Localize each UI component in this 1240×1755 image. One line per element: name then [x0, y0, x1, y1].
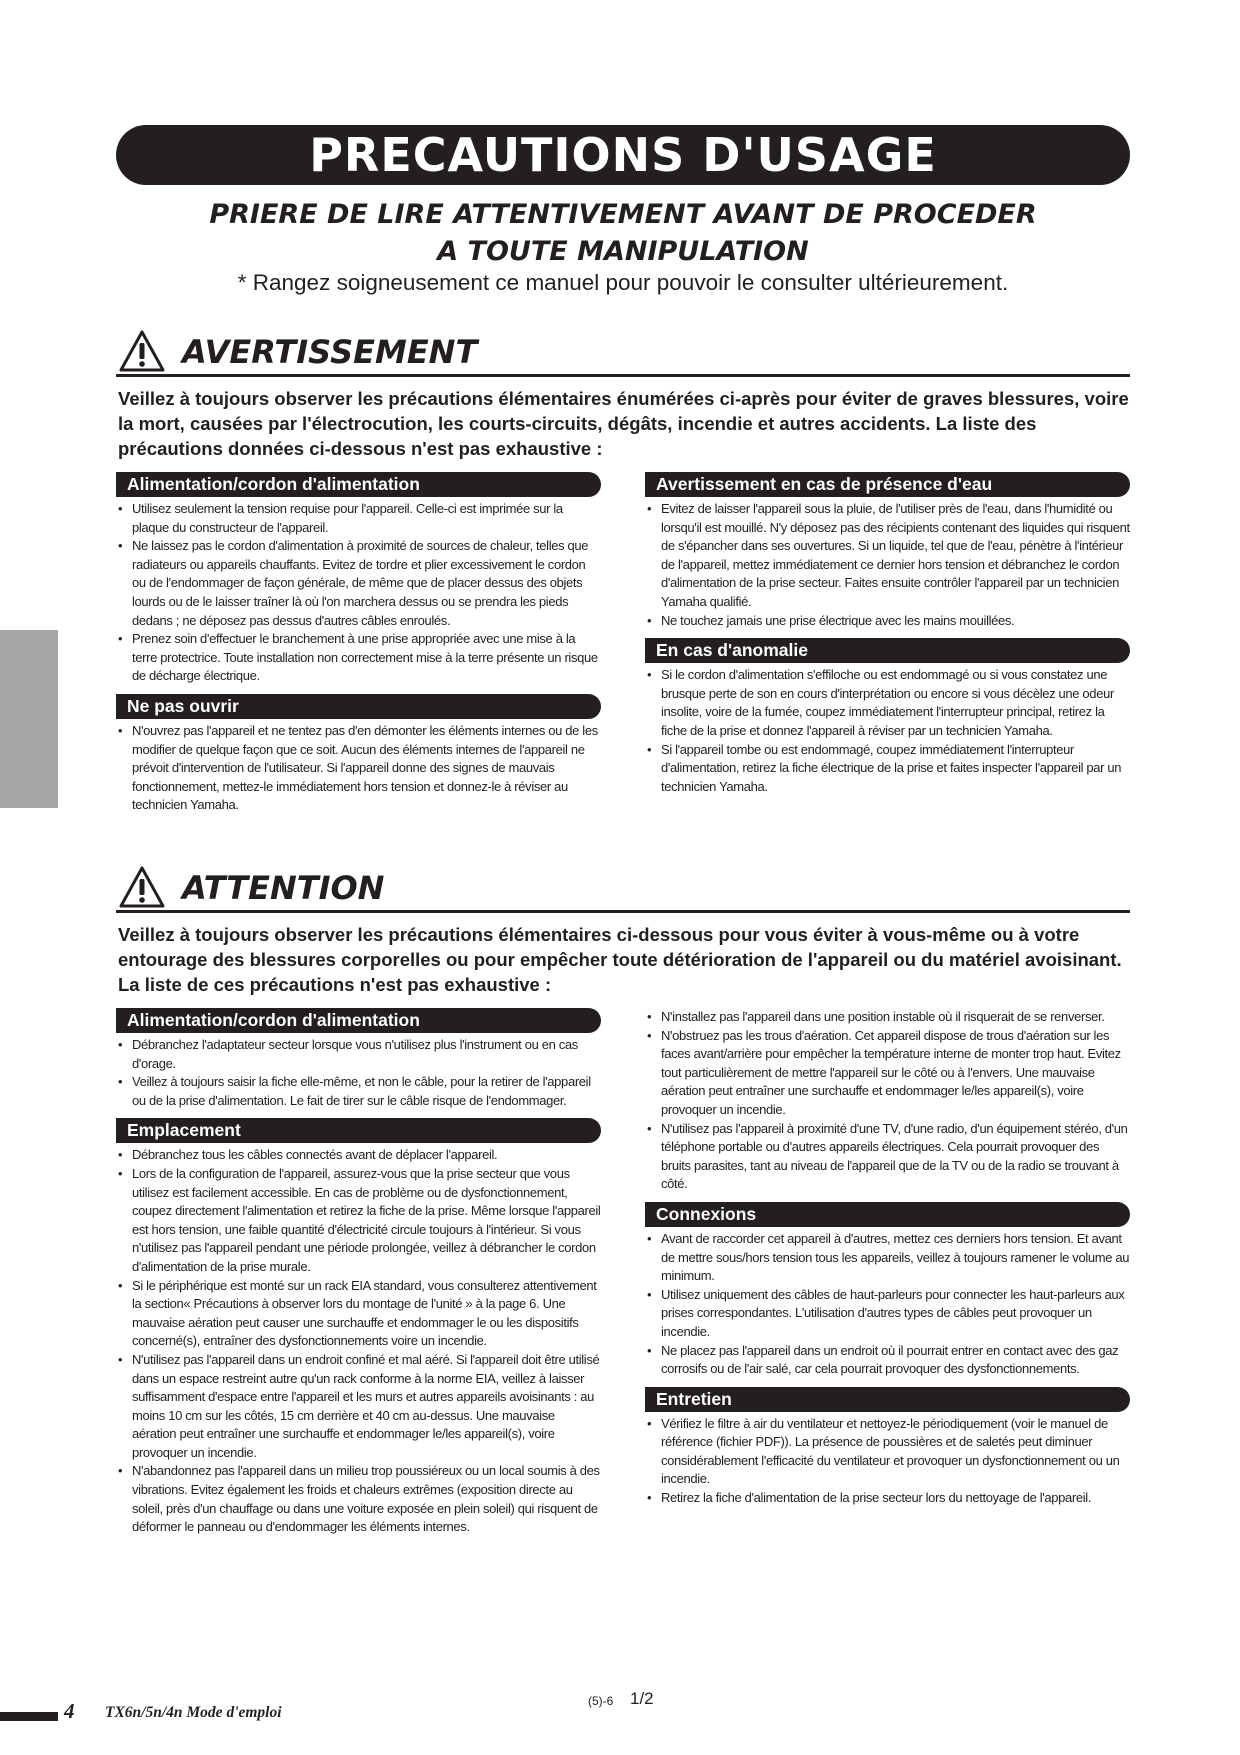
bullet-list — [116, 1036, 601, 1110]
list-item: • Utilisez uniquement des câbles de haut-parleurs pour connecter les haut-parleurs aux prises correspondantes. L'utilisation d'autres types de câbles peut provoquer un incendie. — [645, 1286, 1130, 1342]
list-item: • Evitez de laisser l'appareil sous la pluie, de l'utiliser près de l'eau, dans l'humidité ou lorsqu'il est mouillé. N'y déposez pas des récipients contenant des liquides qui risquent de s'épancher dans ses ouvertures. Si un liquide, tel que de l'eau, pénètre à l'intérieur de l'appareil, mettez immédiatement ce dernier hors tension et débranchez le cordon d'alimentation de la prise secteur. Faites ensuite contrôler l'appareil par un technicien Yamaha qualifié. — [645, 500, 1130, 612]
caution-right-column — [645, 1008, 1130, 1516]
list-item: • N'installez pas l'appareil dans une position instable où il risquerait de se renverser. — [645, 1008, 1130, 1027]
bullet-list — [645, 1230, 1130, 1379]
bullet-list — [645, 666, 1130, 796]
list-item: • Vérifiez le filtre à air du ventilateur et nettoyez-le périodiquement (voir le manuel de référence (fichier PDF)). La présence de poussières et de saletés peut diminuer considérablement l'efficacité du ventilateur et provoquer un dysfonctionnement ou un incendie. — [645, 1415, 1130, 1489]
block-title: En cas d'anomalie — [645, 638, 1130, 663]
list-item: • Débranchez l'adaptateur secteur lorsque vous n'utilisez plus l'instrument ou en cas d'orage. — [116, 1036, 601, 1073]
caution-triangle-icon — [118, 865, 166, 909]
list-item: • N'utilisez pas l'appareil dans un endroit confiné et mal aéré. Si l'appareil doit être utilisé dans un espace restreint autre qu'un rack conforme à la norme EIA, veillez à laisser suffisamment d'espace entre l'appareil et les murs et autres appareils avoisinants : au moins 10 cm sur les côtés, 15 cm derrière et 40 cm au-dessus. Une mauvaise aération peut entraîner une surchauffe et endommager le/les appareil(s), voire provoquer un incendie. — [116, 1351, 601, 1463]
side-thumb-tab — [0, 630, 58, 808]
page-number: 4 — [64, 1699, 75, 1723]
subtitle-line-2: A TOUTE MANIPULATION — [437, 236, 809, 267]
list-item: • Si le périphérique est monté sur un rack EIA standard, vous consulterez attentivement la section« Précautions à observer lors du montage de l'unité » à la page 6. Une mauvaise aération peut causer une surchauffe et endommager le ou les dispositifs concerné(s), entraîner des dysfonctionnements voire un incendie. — [116, 1277, 601, 1351]
warning-right-column — [645, 472, 1130, 804]
block-title: Alimentation/cordon d'alimentation — [116, 1008, 601, 1033]
caution-intro: Veillez à toujours observer les précautions élémentaires ci-dessous pour vous éviter à vous-même ou à votre entourage des blessures corporelles ou pour empêcher toute détérioration de l'appareil ou du matériel avoisinant. La liste de ces précautions n'est pas exhaustive : — [118, 924, 1122, 995]
bullet-list — [645, 1415, 1130, 1508]
list-item: • N'utilisez pas l'appareil à proximité d'une TV, d'une radio, d'un équipement stéréo, d'un téléphone portable ou d'autres appareils électriques. Cela pourrait provoquer des bruits parasites, tant au niveau de l'appareil que de la TV ou de la radio se trouvant à côté. — [645, 1120, 1130, 1194]
warning-intro: Veillez à toujours observer les précautions élémentaires énumérées ci-après pour éviter de graves blessures, voire la mort, causées par l'électrocution, les courts-circuits, dégâts, incendie et autres accidents. La liste des précautions données ci-dessous n'est pas exhaustive : — [118, 388, 1129, 459]
manual-title: TX6n/5n/4n Mode d'emploi — [105, 1704, 282, 1721]
caution-title: ATTENTION — [182, 869, 385, 907]
block-title: Entretien — [645, 1387, 1130, 1412]
page-fraction: 1/2 — [630, 1689, 654, 1708]
bullet-list — [645, 500, 1130, 630]
block-title: Avertissement en cas de présence d'eau — [645, 472, 1130, 497]
warning-triangle-icon — [118, 329, 166, 373]
subtitle-line-1: PRIERE DE LIRE ATTENTIVEMENT AVANT DE PROCEDER — [209, 199, 1037, 230]
list-item: • Retirez la fiche d'alimentation de la prise secteur lors du nettoyage de l'appareil. — [645, 1489, 1130, 1508]
bullet-list — [116, 1146, 601, 1536]
list-item: • Ne touchez jamais une prise électrique avec les mains mouillées. — [645, 612, 1130, 631]
list-item: • N'abandonnez pas l'appareil dans un milieu trop poussiéreux ou un local soumis à des vibrations. Evitez également les froids et chaleurs extrêmes (exposition directe au soleil, près d'un chauffage ou dans une voiture exposée en plein soleil) qui risquent de déformer le panneau ou d'endommager les éléments internes. — [116, 1462, 601, 1536]
list-item: • Débranchez tous les câbles connectés avant de déplacer l'appareil. — [116, 1146, 601, 1165]
list-item: • Prenez soin d'effectuer le branchement à une prise appropriée avec une mise à la terre protectrice. Toute installation non correctement mise à la terre présente un risque de décharge électrique. — [116, 630, 601, 686]
list-item: • Si l'appareil tombe ou est endommagé, coupez immédiatement l'interrupteur d'alimentation, retirez la fiche électrique de la prise et faites inspecter l'appareil par un technicien Yamaha. — [645, 741, 1130, 797]
bullet-list — [116, 722, 601, 815]
document-code: (5)-6 — [588, 1694, 614, 1708]
block-title: Alimentation/cordon d'alimentation — [116, 472, 601, 497]
warning-title: AVERTISSEMENT — [182, 333, 478, 371]
bullet-list — [645, 1008, 1130, 1194]
warning-header — [116, 327, 1130, 377]
list-item: • Avant de raccorder cet appareil à d'autres, mettez ces derniers hors tension. Et avant de mettre sous/hors tension tous les appareils, veillez à toujours ramener le volume au minimum. — [645, 1230, 1130, 1286]
block-title: Emplacement — [116, 1118, 601, 1143]
list-item: • Veillez à toujours saisir la fiche elle-même, et non le câble, pour la retirer de l'appareil ou de la prise d'alimentation. Le fait de tirer sur le câble risque de l'endommager. — [116, 1073, 601, 1110]
warning-left-column — [116, 472, 601, 823]
footer-bar — [0, 1712, 58, 1721]
caution-header — [116, 863, 1130, 913]
list-item: • Utilisez seulement la tension requise pour l'appareil. Celle-ci est imprimée sur la plaque du constructeur de l'appareil. — [116, 500, 601, 537]
block-title: Ne pas ouvrir — [116, 694, 601, 719]
page-title: PRECAUTIONS D'USAGE — [116, 125, 1130, 185]
block-title: Connexions — [645, 1202, 1130, 1227]
subtitle — [116, 196, 1130, 270]
list-item: • N'obstruez pas les trous d'aération. Cet appareil dispose de trous d'aération sur les faces avant/arrière pour empêcher la température interne de monter trop haut. Evitez tout particulièrement de mettre l'appareil sur le côté ou à l'envers. Une mauvaise aération peut entraîner une surchauffe et endommager le/les appareil(s), voire provoquer un incendie. — [645, 1027, 1130, 1120]
bullet-list — [116, 500, 601, 686]
list-item: • N'ouvrez pas l'appareil et ne tentez pas d'en démonter les éléments internes ou de les modifier de quelque façon que ce soit. Aucun des éléments internes de l'appareil ne prévoit d'intervention de l'utilisateur. Si l'appareil donne des signes de mauvais fonctionnement, mettez-le immédiatement hors tension et donnez-le à réviser au technicien Yamaha. — [116, 722, 601, 815]
keep-manual-note: * Rangez soigneusement ce manuel pour pouvoir le consulter ultérieurement. — [237, 270, 1009, 295]
list-item: • Ne laissez pas le cordon d'alimentation à proximité de sources de chaleur, telles que radiateurs ou appareils chauffants. Evitez de tordre et plier excessivement le cordon ou de l'endommager de façon générale, de même que de placer dessus des objets lourds ou de le laisser traîner là où l'on marchera dessus ou se prendra les pieds dedans ; ne déposez pas dessus d'autres câbles enroulés. — [116, 537, 601, 630]
list-item: • Si le cordon d'alimentation s'effiloche ou est endommagé ou si vous constatez une brusque perte de son en cours d'interprétation ou encore si vous décèlez une odeur insolite, voire de la fumée, coupez immédiatement l'interrupteur principal, retirez la fiche de la prise et donnez l'appareil à réviser par un technicien Yamaha. — [645, 666, 1130, 740]
list-item: • Ne placez pas l'appareil dans un endroit où il pourrait entrer en contact avec des gaz corrosifs ou de l'air salé, car cela pourrait provoquer des dysfonctionnements. — [645, 1342, 1130, 1379]
caution-left-column — [116, 1008, 601, 1545]
list-item: • Lors de la configuration de l'appareil, assurez-vous que la prise secteur que vous utilisez est facilement accessible. En cas de problème ou de dysfonctionnement, coupez directement l'alimentation et retirez la fiche de la prise. Même lorsque l'appareil est hors tension, une faible quantité d'électricité circule toujours à l'intérieur. Si vous n'utilisez pas l'appareil pendant une période prolongée, veillez à débrancher le cordon d'alimentation de la prise murale. — [116, 1165, 601, 1277]
